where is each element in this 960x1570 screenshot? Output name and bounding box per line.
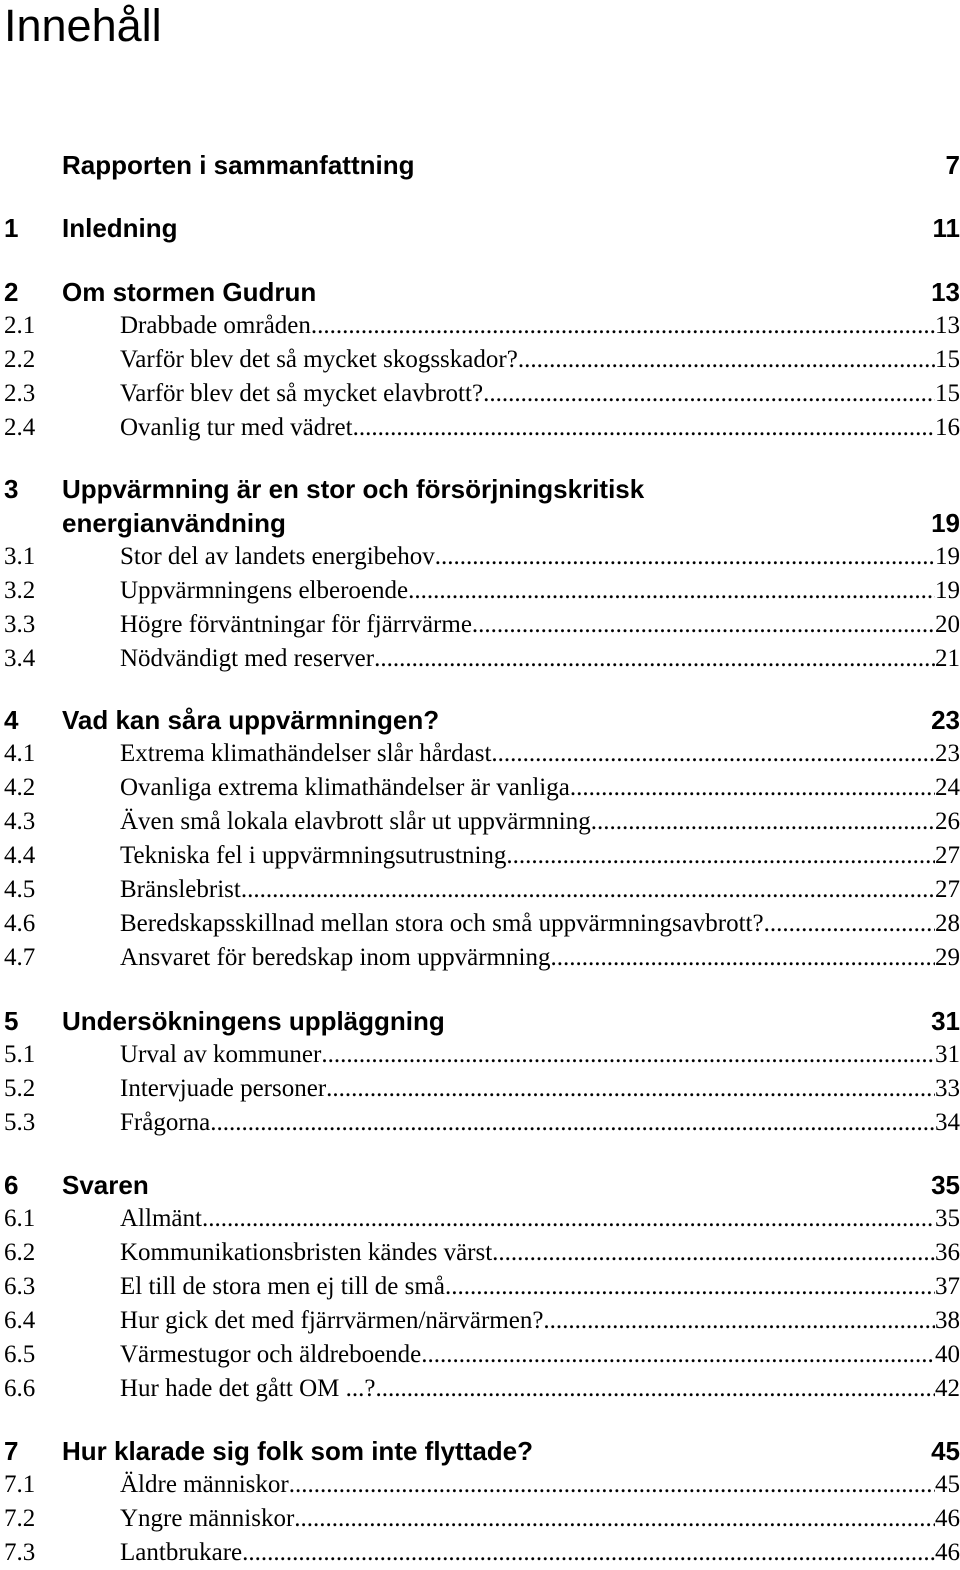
toc-entry-title: Varför blev det så mycket elavbrott? (120, 377, 483, 411)
toc-entry-page: 26 (935, 805, 960, 839)
toc-entry-title: Beredskapsskillnad mellan stora och små uppvärmningsavbrott? (120, 907, 764, 941)
toc-entry-number: 5.1 (4, 1038, 35, 1072)
toc-entry-line (120, 574, 960, 608)
toc-entry-number: 4.1 (4, 737, 35, 771)
toc-section-entry[interactable] (0, 1372, 960, 1406)
dot-leader (518, 343, 935, 377)
page-title: Innehåll (4, 0, 162, 52)
toc-entry-number: 6.5 (4, 1338, 35, 1372)
toc-entry-page: 45 (931, 1434, 960, 1468)
toc-entry-page: 42 (935, 1372, 960, 1406)
toc-entry-line (120, 1338, 960, 1372)
toc-entry-line (120, 608, 960, 642)
toc-entry-page: 35 (935, 1202, 960, 1236)
toc-entry-number: 4.2 (4, 771, 35, 805)
toc-entry-title: Rapporten i sammanfattning (62, 148, 414, 182)
toc-entry-line (120, 1304, 960, 1338)
toc-entry-line (120, 1372, 960, 1406)
toc-entry-title: Om stormen Gudrun (62, 275, 316, 309)
toc-entry-number: 4.7 (4, 941, 35, 975)
toc-section-entry[interactable] (0, 1038, 960, 1072)
toc-entry-title: Stor del av landets energibehov (120, 540, 435, 574)
toc-section-entry[interactable] (0, 377, 960, 411)
toc-entry-line (120, 771, 960, 805)
toc-section-entry[interactable] (0, 1536, 960, 1570)
toc-entry-page: 36 (935, 1236, 960, 1270)
toc-entry-page: 27 (935, 873, 960, 907)
toc-entry-number: 4 (4, 703, 18, 737)
toc-entry-title: Uppvärmning är en stor och försörjningskritisk (62, 472, 644, 506)
toc-chapter-entry[interactable] (0, 275, 960, 309)
dot-leader (353, 411, 935, 445)
toc-entry-title: Högre förväntningar för fjärrvärme (120, 608, 472, 642)
toc-section-entry[interactable] (0, 907, 960, 941)
toc-entry-title: Ansvaret för beredskap inom uppvärmning (120, 941, 550, 975)
toc-entry-line (120, 343, 960, 377)
dot-leader (375, 1372, 935, 1406)
toc-entry-number: 2 (4, 275, 18, 309)
toc-section-entry[interactable] (0, 1202, 960, 1236)
toc-entry-page: 19 (931, 506, 960, 540)
dot-leader (483, 377, 935, 411)
toc-entry-line (120, 805, 960, 839)
toc-entry-number: 5 (4, 1004, 18, 1038)
dot-leader (241, 873, 935, 907)
dot-leader (289, 1468, 935, 1502)
toc-entry-title: Yngre människor (120, 1502, 294, 1536)
toc-entry-number: 4.3 (4, 805, 35, 839)
toc-section-entry[interactable] (0, 941, 960, 975)
toc-section-entry[interactable] (0, 1338, 960, 1372)
toc-section-entry[interactable] (0, 608, 960, 642)
toc-entry-number: 2.4 (4, 411, 35, 445)
toc-section-entry[interactable] (0, 873, 960, 907)
toc-entry-title: Nödvändigt med reserver (120, 642, 374, 676)
toc-entry-line (120, 1072, 960, 1106)
toc-entry-page: 15 (935, 343, 960, 377)
toc-section-entry[interactable] (0, 540, 960, 574)
toc-entry-page: 28 (935, 907, 960, 941)
toc-entry-page: 40 (935, 1338, 960, 1372)
toc-entry-title: Hur hade det gått OM ...? (120, 1372, 375, 1406)
toc-entry-line (120, 941, 960, 975)
toc-entry-line (120, 1202, 960, 1236)
dot-leader (210, 1106, 935, 1140)
toc-entry-page: 38 (935, 1304, 960, 1338)
toc-section-entry[interactable] (0, 574, 960, 608)
dot-leader (591, 805, 935, 839)
toc-entry-line (120, 907, 960, 941)
toc-entry-line (120, 1236, 960, 1270)
toc-chapter-entry[interactable] (0, 211, 960, 245)
toc-entry-number: 3.1 (4, 540, 35, 574)
toc-entry-page: 23 (935, 737, 960, 771)
toc-section-entry[interactable] (0, 1304, 960, 1338)
toc-entry-title: Urval av kommuner (120, 1038, 321, 1072)
toc-entry-title: El till de stora men ej till de små (120, 1270, 445, 1304)
toc-entry-number: 2.1 (4, 309, 35, 343)
toc-entry-number: 2.3 (4, 377, 35, 411)
dot-leader (408, 574, 935, 608)
dot-leader (242, 1536, 935, 1570)
toc-entry-page: 37 (935, 1270, 960, 1304)
toc-entry-page: 35 (931, 1168, 960, 1202)
toc-section-entry[interactable] (0, 839, 960, 873)
toc-entry-line (120, 411, 960, 445)
toc-entry-title-continued: energianvändning (62, 506, 286, 540)
toc-entry-title: Hur gick det med fjärrvärmen/närvärmen? (120, 1304, 543, 1338)
toc-entry-page: 13 (935, 309, 960, 343)
toc-entry-page: 19 (935, 540, 960, 574)
toc-entry-title: Varför blev det så mycket skogsskador? (120, 343, 518, 377)
toc-entry-number: 4.6 (4, 907, 35, 941)
toc-entry-line (120, 1106, 960, 1140)
toc-entry-page: 21 (935, 642, 960, 676)
toc-entry-line (120, 873, 960, 907)
dot-leader (506, 839, 935, 873)
toc-entry-number: 3.3 (4, 608, 35, 642)
dot-leader (764, 907, 935, 941)
toc-entry-page: 31 (931, 1004, 960, 1038)
toc-entry-page: 19 (935, 574, 960, 608)
dot-leader (472, 608, 935, 642)
toc-entry-title: Tekniska fel i uppvärmningsutrustning (120, 839, 506, 873)
dot-leader (435, 540, 935, 574)
toc-entry-page: 45 (935, 1468, 960, 1502)
toc-entry-number: 6.6 (4, 1372, 35, 1406)
toc-entry-title: Lantbrukare (120, 1536, 242, 1570)
toc-chapter-entry[interactable] (0, 703, 960, 737)
toc-entry-page: 46 (935, 1502, 960, 1536)
toc-entry-number: 7.2 (4, 1502, 35, 1536)
toc-entry-number: 2.2 (4, 343, 35, 377)
toc-section-entry[interactable] (0, 737, 960, 771)
toc-entry-number: 6.4 (4, 1304, 35, 1338)
toc-section-entry[interactable] (0, 1270, 960, 1304)
toc-section-entry[interactable] (0, 1106, 960, 1140)
toc-entry-line (120, 540, 960, 574)
toc-entry-page: 7 (946, 148, 960, 182)
toc-section-entry[interactable] (0, 309, 960, 343)
toc-entry-page: 46 (935, 1536, 960, 1570)
toc-entry-page: 24 (935, 771, 960, 805)
toc-entry-line (120, 737, 960, 771)
toc-entry-line (120, 309, 960, 343)
toc-chapter-entry[interactable] (0, 1004, 960, 1038)
toc-entry-line (120, 377, 960, 411)
toc-entry-page: 27 (935, 839, 960, 873)
toc-entry-number: 3 (4, 472, 18, 506)
toc-section-entry[interactable] (0, 642, 960, 676)
toc-entry-line (120, 839, 960, 873)
toc-section-entry[interactable] (0, 805, 960, 839)
toc-entry-title: Kommunikationsbristen kändes värst (120, 1236, 492, 1270)
toc-entry-page: 29 (935, 941, 960, 975)
dot-leader (321, 1038, 935, 1072)
toc-section-entry[interactable] (0, 1502, 960, 1536)
toc-entry-page: 16 (935, 411, 960, 445)
toc-entry-number: 3.4 (4, 642, 35, 676)
toc-entry-line (120, 1502, 960, 1536)
toc-section-entry[interactable] (0, 1468, 960, 1502)
toc-entry-title: Bränslebrist (120, 873, 241, 907)
toc-entry-page: 23 (931, 703, 960, 737)
toc-entry-title: Uppvärmningens elberoende (120, 574, 408, 608)
toc-section-entry[interactable] (0, 343, 960, 377)
toc-entry-number: 4.4 (4, 839, 35, 873)
toc-entry-title: Äldre människor (120, 1468, 289, 1502)
toc-entry-number: 6.1 (4, 1202, 35, 1236)
toc-chapter-entry[interactable] (0, 1168, 960, 1202)
dot-leader (550, 941, 935, 975)
toc-section-entry[interactable] (0, 411, 960, 445)
dot-leader (421, 1338, 935, 1372)
toc-entry-number: 6.2 (4, 1236, 35, 1270)
toc-entry-page: 11 (933, 211, 960, 245)
dot-leader (543, 1304, 935, 1338)
toc-entry-title: Frågorna (120, 1106, 210, 1140)
dot-leader (491, 737, 935, 771)
toc-entry-line (120, 1468, 960, 1502)
toc-entry-page: 13 (931, 275, 960, 309)
toc-entry-number: 7.1 (4, 1468, 35, 1502)
toc-entry-title: Extrema klimathändelser slår hårdast (120, 737, 491, 771)
toc-entry-title: Undersökningens uppläggning (62, 1004, 445, 1038)
toc-chapter-entry[interactable] (0, 472, 960, 540)
toc-entry-page: 20 (935, 608, 960, 642)
toc-entry-title: Ovanliga extrema klimathändelser är vanliga (120, 771, 570, 805)
dot-leader (311, 309, 935, 343)
toc-entry-number: 1 (4, 211, 18, 245)
toc-entry-page: 34 (935, 1106, 960, 1140)
toc-entry-number: 7 (4, 1434, 18, 1468)
toc-entry-page: 33 (935, 1072, 960, 1106)
toc-entry-number: 7.3 (4, 1536, 35, 1570)
dot-leader (445, 1270, 935, 1304)
toc-entry-line (120, 1270, 960, 1304)
toc-entry-title: Ovanlig tur med vädret (120, 411, 353, 445)
toc-entry-line (120, 1038, 960, 1072)
toc-entry-number: 6.3 (4, 1270, 35, 1304)
toc-entry-title: Inledning (62, 211, 178, 245)
toc-entry-number: 6 (4, 1168, 18, 1202)
toc-chapter-entry[interactable] (0, 1434, 960, 1468)
toc-entry-title: Även små lokala elavbrott slår ut uppvärmning (120, 805, 591, 839)
toc-entry-page: 31 (935, 1038, 960, 1072)
toc-entry-title: Värmestugor och äldreboende (120, 1338, 421, 1372)
toc-entry-line (120, 642, 960, 676)
toc-entry-title: Drabbade områden (120, 309, 311, 343)
dot-leader (294, 1502, 935, 1536)
toc-entry-title: Hur klarade sig folk som inte flyttade? (62, 1434, 533, 1468)
dot-leader (326, 1072, 935, 1106)
toc-entry-line (120, 1536, 960, 1570)
toc-entry-number: 4.5 (4, 873, 35, 907)
toc-entry-title: Vad kan såra uppvärmningen? (62, 703, 439, 737)
toc-entry-page: 15 (935, 377, 960, 411)
toc-entry-number: 5.3 (4, 1106, 35, 1140)
toc-entry-title: Svaren (62, 1168, 149, 1202)
dot-leader (570, 771, 935, 805)
dot-leader (374, 642, 935, 676)
toc-entry-number: 5.2 (4, 1072, 35, 1106)
toc-chapter-entry[interactable] (0, 148, 960, 182)
dot-leader (202, 1202, 935, 1236)
toc-entry-title: Intervjuade personer (120, 1072, 326, 1106)
toc-section-entry[interactable] (0, 771, 960, 805)
toc-section-entry[interactable] (0, 1072, 960, 1106)
dot-leader (492, 1236, 935, 1270)
toc-section-entry[interactable] (0, 1236, 960, 1270)
toc-entry-number: 3.2 (4, 574, 35, 608)
toc-entry-title: Allmänt (120, 1202, 202, 1236)
